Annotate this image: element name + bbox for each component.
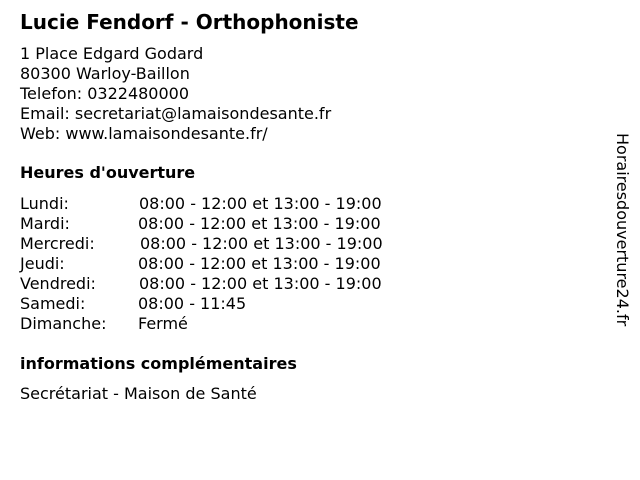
- day-label: Mardi:: [20, 214, 70, 233]
- time-value: 08:00 - 12:00 et 13:00 - 19:00: [138, 254, 381, 273]
- time-value: Fermé: [138, 314, 188, 333]
- day-label: Mercredi:: [20, 234, 95, 253]
- phone-number: Telefon: 0322480000: [20, 84, 190, 103]
- day-label: Jeudi:: [20, 254, 65, 273]
- hours-heading: Heures d'ouverture: [20, 163, 196, 182]
- time-value: 08:00 - 12:00 et 13:00 - 19:00: [139, 194, 382, 213]
- info-text: Secrétariat - Maison de Santé: [20, 384, 257, 403]
- info-heading: informations complémentaires: [20, 354, 297, 373]
- contact-block: [20, 44, 331, 144]
- day-label: Vendredi:: [20, 274, 96, 293]
- website: Web: www.lamaisondesante.fr/: [20, 124, 268, 143]
- time-value: 08:00 - 12:00 et 13:00 - 19:00: [138, 214, 381, 233]
- address-line-1: 1 Place Edgard Godard: [20, 44, 204, 63]
- business-name: Lucie Fendorf - Orthophoniste: [20, 10, 359, 34]
- day-label: Lundi:: [20, 194, 69, 213]
- time-value: 08:00 - 11:45: [138, 294, 247, 313]
- day-label: Dimanche:: [20, 314, 107, 333]
- time-value: 08:00 - 12:00 et 13:00 - 19:00: [139, 274, 382, 293]
- day-label: Samedi:: [20, 294, 86, 313]
- email-address: Email: secretariat@lamaisondesante.fr: [20, 104, 332, 123]
- time-value: 08:00 - 12:00 et 13:00 - 19:00: [140, 234, 383, 253]
- watermark-text: Horairesdouverture24.fr: [613, 133, 632, 327]
- address-line-2: 80300 Warloy-Baillon: [20, 64, 190, 83]
